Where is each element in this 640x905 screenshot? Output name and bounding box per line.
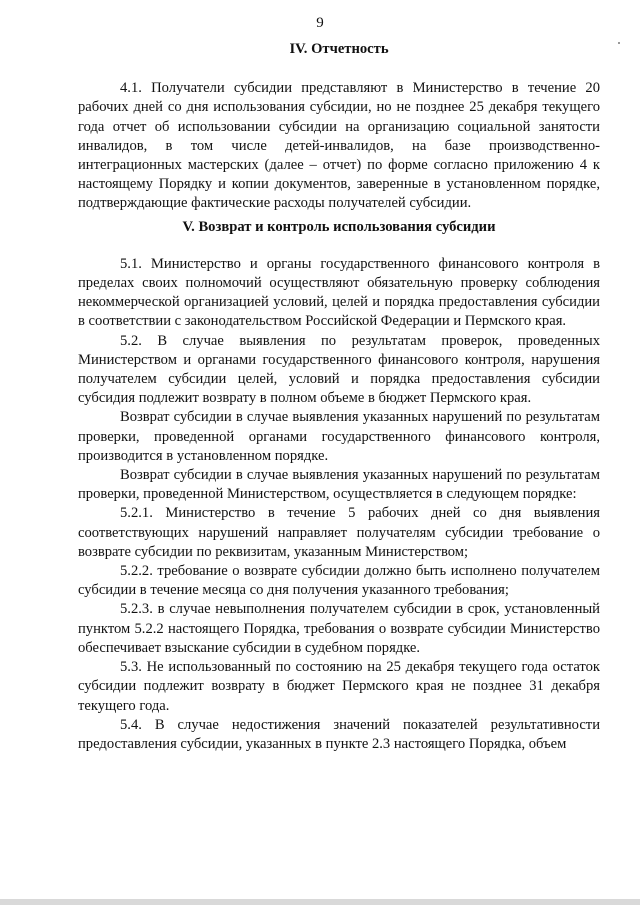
scan-speck	[618, 42, 620, 44]
paragraph-5-1: 5.1. Министерство и органы государственного финансового контроля в пределах своих полномочий осуществляют обязательную проверку соблюдения некоммерческой организацией условий, целей и порядка предоставления субсидии в соответствии с законодательством Российской Федерации и Пермского края.	[78, 255, 600, 330]
paragraph-5-2-1: 5.2.1. Министерство в течение 5 рабочих дней со дня выявления соответствующих нарушений направляет получателям субсидии требование о возврате субсидии по реквизитам, указанным Министерством;	[78, 505, 600, 560]
section-5-heading: V. Возврат и контроль использования субсидии	[182, 218, 496, 235]
paragraph-return-ministry: Возврат субсидии в случае выявления указанных нарушений по результатам проверки, проведенной Министерством, осуществляется в следующем порядке:	[78, 467, 600, 503]
paragraph-5-2-2: 5.2.2. требование о возврате субсидии должно быть исполнено получателем субсидии в течение месяца со дня получения указанного требования;	[78, 563, 600, 599]
paragraph-5-4: 5.4. В случае недостижения значений показателей результативности предоставления субсидии, указанных в пункте 2.3 настоящего Порядка, объем	[78, 716, 600, 752]
paragraph-return-control: Возврат субсидии в случае выявления указанных нарушений по результатам проверки, проведенной органами государственного финансового контроля, производится в установленном порядке.	[78, 409, 600, 464]
page-number: 9	[316, 15, 324, 31]
scan-bottom-edge	[0, 899, 640, 905]
section-4-heading: IV. Отчетность	[289, 41, 389, 57]
paragraph-5-2-3: 5.2.3. в случае невыполнения получателем субсидии в срок, установленный пунктом 5.2.2 настоящего Порядка, требования о возврате субсидии Министерство обеспечивает взыскание субсидии в судебном порядке.	[78, 601, 600, 656]
document-body	[78, 40, 600, 754]
paragraph-5-2: 5.2. В случае выявления по результатам проверок, проведенных Министерством и органами государственного финансового контроля, нарушения получателем субсидии целей, условий и порядка предоставления субсидии субсидия подлежит возврату в полном объеме в бюджет Пермского края.	[78, 332, 600, 407]
paragraph-5-3: 5.3. Не использованный по состоянию на 25 декабря текущего года остаток субсидии подлежит возврату в бюджет Пермского края не позднее 31 декабря текущего года.	[78, 659, 600, 714]
paragraph-4-1: 4.1. Получатели субсидии представляют в Министерство в течение 20 рабочих дней со дня использования субсидии, но не позднее 25 декабря текущего года отчет об использовании субсидии на организацию социальной занятости инвалидов, в том числе детей-инвалидов, на базе производственно-интеграционных мастерских (далее – отчет) по форме согласно приложению 4 к настоящему Порядку и копии документов, заверенные в установленном порядке, подтверждающие фактические расходы получателей субсидии.	[78, 80, 600, 212]
